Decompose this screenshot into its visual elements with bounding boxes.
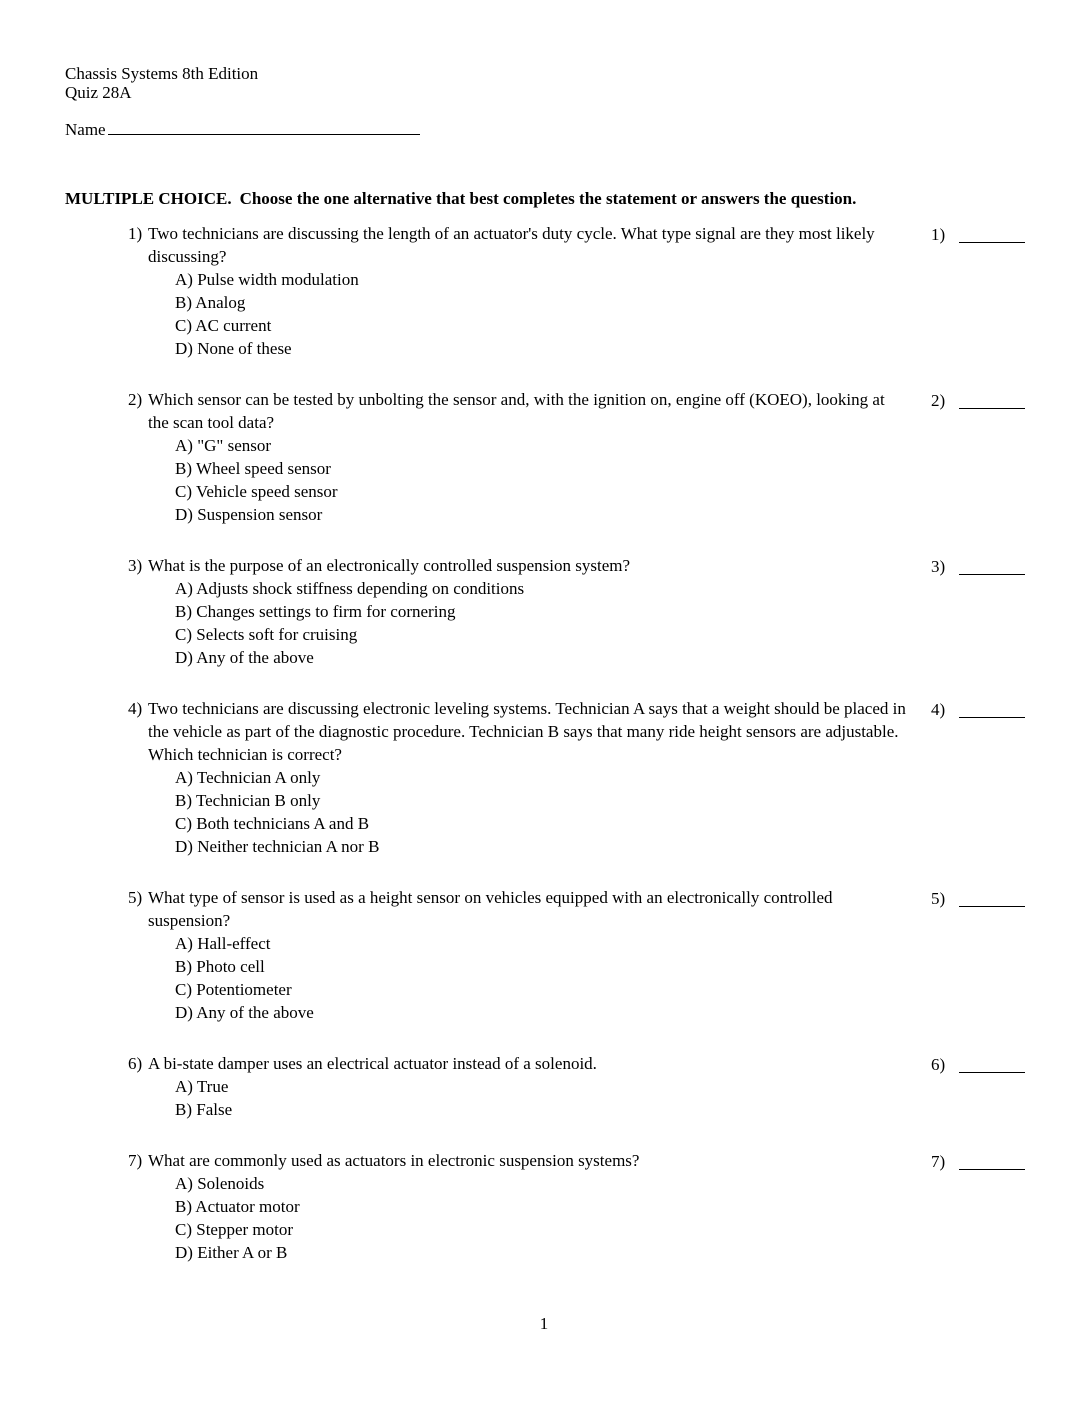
option-item: D) None of these [175, 339, 292, 358]
page-footer [0, 1314, 1088, 1334]
option-item: B) False [175, 1100, 233, 1119]
question-number: 7) [128, 1151, 143, 1170]
option-item: B) Actuator motor [175, 1197, 300, 1216]
answer-area [931, 886, 1025, 910]
answer-area [931, 554, 1025, 578]
document-header [65, 64, 258, 102]
question-row [128, 388, 1025, 526]
answer-number: 6) [931, 1055, 946, 1074]
book-title: Chassis Systems 8th Edition [65, 64, 259, 83]
question-body [128, 697, 906, 858]
option-item: C) AC current [175, 316, 272, 335]
answer-blank-line [959, 1055, 1025, 1073]
name-blank-line [108, 120, 420, 135]
answer-area [931, 1149, 1025, 1173]
options-list [128, 766, 906, 858]
answer-blank-line [959, 700, 1025, 718]
question-text-block [128, 886, 906, 932]
option-item: D) Either A or B [175, 1243, 288, 1262]
options-list [128, 434, 906, 526]
question-text: Which sensor can be tested by unbolting the sensor and, with the ignition on, engine off (KOEO), looking at the scan tool data? [148, 390, 885, 432]
answer-number: 3) [931, 557, 946, 576]
option-item: D) Any of the above [175, 1003, 314, 1022]
question-row [128, 222, 1025, 360]
question-number: 1) [128, 224, 143, 243]
answer-area [931, 222, 1025, 246]
question-body [128, 1149, 906, 1264]
answer-number: 2) [931, 391, 946, 410]
question-body [128, 1052, 906, 1121]
question-number: 3) [128, 556, 143, 575]
answer-blank-line [959, 557, 1025, 575]
question-text: What type of sensor is used as a height sensor on vehicles equipped with an electronically controlled suspension? [148, 888, 833, 930]
question-body [128, 388, 906, 526]
option-item: C) Vehicle speed sensor [175, 482, 338, 501]
question-number: 5) [128, 888, 143, 907]
page-number: 1 [539, 1314, 549, 1333]
option-item: B) Analog [175, 293, 246, 312]
option-item: C) Both technicians A and B [175, 814, 370, 833]
option-item: A) Hall-effect [175, 934, 271, 953]
option-item: B) Wheel speed sensor [175, 459, 331, 478]
option-item: A) Technician A only [175, 768, 321, 787]
option-item: D) Neither technician A nor B [175, 837, 380, 856]
question-text: A bi-state damper uses an electrical actuator instead of a solenoid. [148, 1054, 597, 1073]
question-text-block [128, 1052, 906, 1075]
answer-number: 5) [931, 889, 946, 908]
option-item: A) Solenoids [175, 1174, 265, 1193]
answer-area [931, 1052, 1025, 1076]
question-row [128, 1149, 1025, 1264]
option-item: C) Selects soft for cruising [175, 625, 358, 644]
questions-list [128, 222, 1025, 1292]
option-item: A) Adjusts shock stiffness depending on conditions [175, 579, 525, 598]
question-text-block [128, 1149, 906, 1172]
option-item: C) Potentiometer [175, 980, 292, 999]
options-list [128, 1172, 906, 1264]
question-body [128, 222, 906, 360]
question-row [128, 697, 1025, 858]
question-row [128, 1052, 1025, 1121]
options-list [128, 932, 906, 1024]
instructions-lead: MULTIPLE CHOICE. [65, 189, 232, 208]
question-text-block [128, 554, 906, 577]
question-row [128, 554, 1025, 669]
option-item: B) Changes settings to firm for cornering [175, 602, 456, 621]
option-item: C) Stepper motor [175, 1220, 294, 1239]
options-list [128, 577, 906, 669]
question-text: Two technicians are discussing electronic leveling systems. Technician A says that a weight should be placed in the vehicle as part of the diagnostic procedure. Technician B says that many ride height sensors are adjustable. Which technician is correct? [148, 699, 906, 764]
question-body [128, 554, 906, 669]
option-item: A) Pulse width modulation [175, 270, 359, 289]
answer-area [931, 697, 1025, 721]
question-number: 4) [128, 699, 143, 718]
question-number: 2) [128, 390, 143, 409]
question-text: What is the purpose of an electronically controlled suspension system? [148, 556, 631, 575]
options-list [128, 1075, 906, 1121]
answer-blank-line [959, 391, 1025, 409]
question-row [128, 886, 1025, 1024]
answer-blank-line [959, 1152, 1025, 1170]
name-row [65, 120, 420, 140]
answer-area [931, 388, 1025, 412]
option-item: D) Suspension sensor [175, 505, 323, 524]
instructions-heading [65, 188, 970, 210]
option-item: D) Any of the above [175, 648, 314, 667]
options-list [128, 268, 906, 360]
answer-number: 4) [931, 700, 946, 719]
name-label: Name [65, 120, 106, 139]
answer-number: 7) [931, 1152, 946, 1171]
instructions-rest: Choose the one alternative that best completes the statement or answers the question. [239, 189, 857, 208]
answer-number: 1) [931, 225, 946, 244]
question-text: What are commonly used as actuators in electronic suspension systems? [148, 1151, 640, 1170]
option-item: B) Technician B only [175, 791, 321, 810]
answer-blank-line [959, 225, 1025, 243]
question-number: 6) [128, 1054, 143, 1073]
question-text: Two technicians are discussing the length of an actuator's duty cycle. What type signal are they most likely discussing? [148, 224, 875, 266]
question-text-block [128, 222, 906, 268]
question-text-block [128, 388, 906, 434]
option-item: A) True [175, 1077, 229, 1096]
option-item: A) "G" sensor [175, 436, 272, 455]
question-text-block [128, 697, 906, 766]
question-body [128, 886, 906, 1024]
answer-blank-line [959, 889, 1025, 907]
quiz-title: Quiz 28A [65, 83, 132, 102]
option-item: B) Photo cell [175, 957, 265, 976]
